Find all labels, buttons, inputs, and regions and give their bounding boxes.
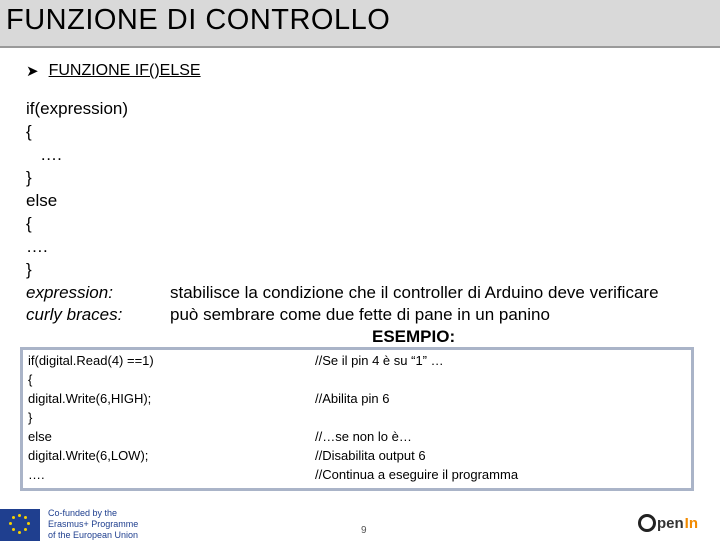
example-comment: //Se il pin 4 è su “1” … [315, 353, 444, 368]
arrow-bullet-icon: ➤ [26, 63, 39, 80]
example-code-line: if(digital.Read(4) ==1) [28, 353, 154, 368]
definition-term-curly-braces: curly braces: [26, 305, 123, 324]
definition-term-expression: expression: [26, 283, 113, 302]
code-line: } [26, 260, 32, 279]
example-comment: //…se non lo è… [315, 429, 412, 444]
openin-o-icon [638, 514, 656, 532]
definition-desc-curly-braces: può sembrare come due fette di pane in un panino [170, 305, 550, 324]
example-code-line: digital.Write(6,LOW); [28, 448, 149, 463]
title-bar [0, 0, 720, 48]
eu-cofunded-logo [0, 508, 138, 541]
code-line: …. [26, 237, 48, 256]
code-line: if(expression) [26, 99, 129, 118]
eu-cofunded-text: Co-funded by the Erasmus+ Programme of the European Union [48, 508, 139, 540]
openin-text: pen [657, 514, 684, 532]
code-line: { [26, 214, 32, 233]
example-comment: //Continua a eseguire il programma [315, 467, 519, 482]
page-number: 9 [361, 525, 367, 536]
page-title: FUNZIONE DI CONTROLLO [6, 4, 391, 36]
example-heading: ESEMPIO: [372, 327, 456, 346]
eu-flag-icon [0, 509, 40, 541]
bullet-item [26, 62, 201, 80]
code-line: } [26, 168, 32, 187]
openin-in-text: In [684, 514, 699, 532]
openin-logo [638, 514, 698, 532]
example-comment: //Abilita pin 6 [315, 391, 390, 406]
code-line: else [26, 191, 58, 210]
example-comment: //Disabilita output 6 [315, 448, 426, 463]
example-code-line: { [28, 372, 33, 387]
definition-desc-expression: stabilisce la condizione che il controller di Arduino deve verificare [170, 283, 659, 302]
example-box [20, 347, 694, 491]
code-line: …. [26, 145, 62, 164]
example-code-line: …. [28, 467, 45, 482]
example-code-line: digital.Write(6,HIGH); [28, 391, 152, 406]
code-line: { [26, 122, 32, 141]
example-code-line: else [28, 429, 52, 444]
bullet-text: FUNZIONE IF()ELSE [48, 62, 201, 79]
example-code-line: } [28, 410, 33, 425]
